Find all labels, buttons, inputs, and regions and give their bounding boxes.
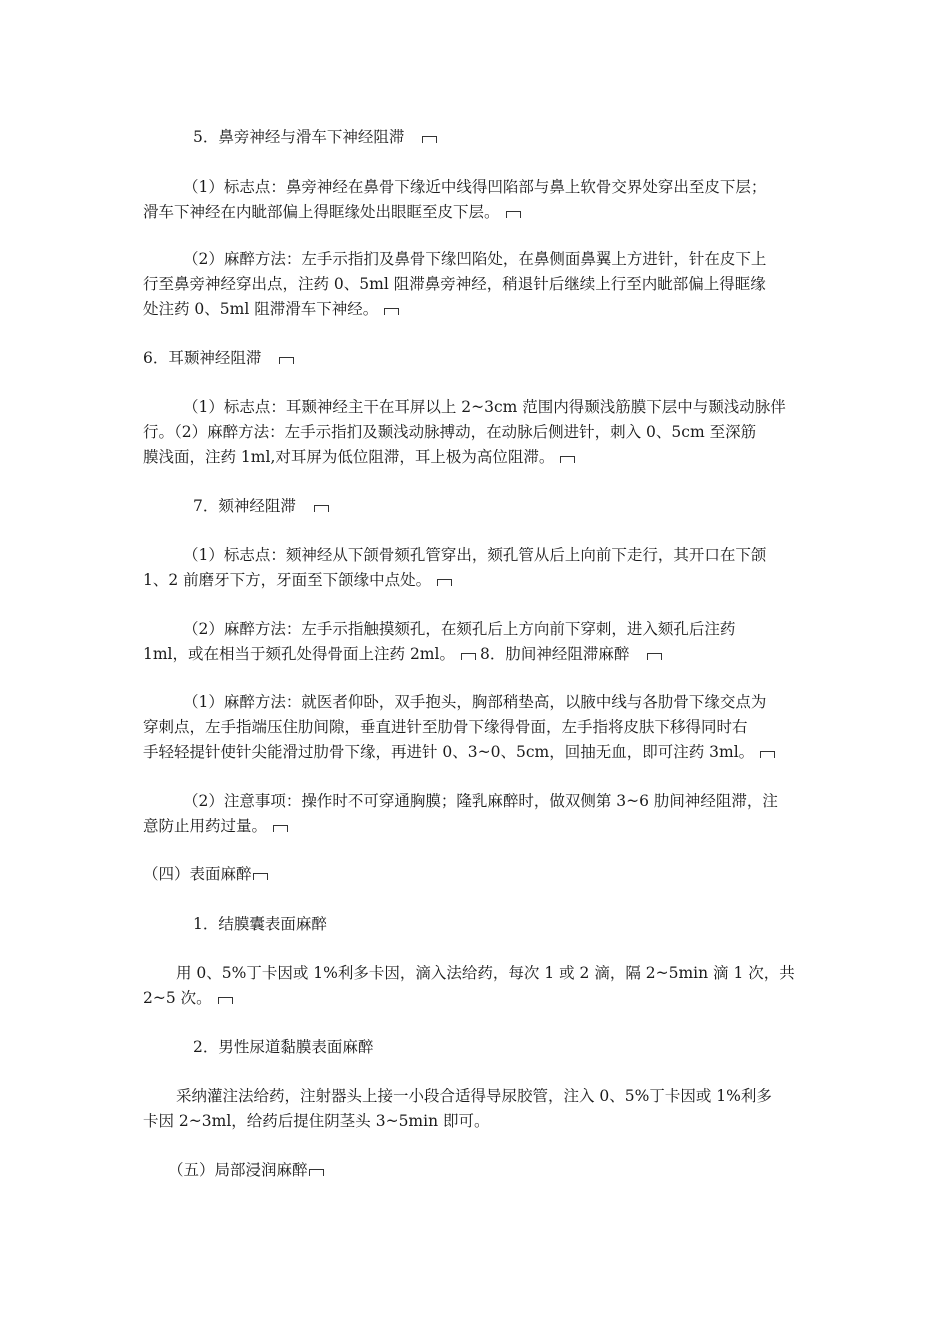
text-line: （2）注意事项：操作时不可穿通胸膜；隆乳麻醉时，做双侧第 3~6 肋间神经阻滞，注 [183,792,778,810]
break-mark-icon [422,136,437,143]
text-line: 2~5 次。 [143,989,212,1007]
text-line: 膜浅面，注药 1ml,对耳屏为低位阻滞，耳上极为高位阻滞。 [143,448,555,466]
break-mark-icon [647,653,662,660]
section-5-local-infiltration [143,1158,833,1183]
text-line: 穿刺点，左手指端压住肋间隙，垂直进针至肋骨下缘得骨面，左手指将皮肤下移得同时右 [143,718,748,736]
break-mark-icon [253,873,268,880]
heading-2-urethral-surface [143,1035,858,1060]
heading-5-nasal-trochlear-block [143,125,858,150]
text-line: （1）麻醉方法：就医者仰卧，双手抱头，胸部稍垫高，以腋中线与各肋骨下缘交点为 [183,693,767,711]
break-mark-icon [437,579,452,586]
text-line: 1ml，或在相当于颏孔处得骨面上注药 2ml。 [143,645,455,663]
section-title: （四）表面麻醉 [143,865,252,883]
section-title: （五）局部浸润麻醉 [168,1161,308,1179]
heading-text: 2．男性尿道黏膜表面麻醉 [193,1038,374,1056]
heading-6-auriculotemporal-block [143,346,808,371]
paragraph-precautions-8 [143,789,808,839]
break-mark-icon [506,211,521,218]
heading-text: 5．鼻旁神经与滑车下神经阻滞 [193,128,405,146]
text-line: （1）标志点：颏神经从下颌骨颏孔管穿出，颏孔管从后上向前下走行，其开口在下颌 [183,546,767,564]
paragraph-landmark-method-6 [143,395,808,470]
heading-text: 6．耳颞神经阻滞 [143,349,262,367]
text-line: 手轻轻提针使针尖能滑过肋骨下缘，再进针 0、3~0、5cm，回抽无血，即可注药 3ml。 [143,743,755,761]
break-mark-icon [461,653,476,660]
text-line: 行。（2）麻醉方法：左手示指扪及颞浅动脉搏动，在动脉后侧进针，刺入 0、5cm 至深筋 [143,423,757,441]
paragraph-method-7 [143,617,808,667]
break-mark-icon [309,1169,324,1176]
paragraph-landmark-5 [143,175,808,225]
text-line: 行至鼻旁神经穿出点，注药 0、5ml 阻滞鼻旁神经，稍退针后继续上行至内眦部偏上得眶缘 [143,275,766,293]
text-line: 处注药 0、5ml 阻滞滑车下神经。 [143,300,379,318]
heading-7-mental-block [143,494,858,519]
paragraph-landmark-7 [143,543,808,593]
text-line: 滑车下神经在内眦部偏上得眶缘处出眼眶至皮下层。 [143,203,500,221]
paragraph-method-8 [143,690,808,765]
break-mark-icon [279,357,294,364]
text-line: （1）标志点：耳颞神经主干在耳屏以上 2~3cm 范围内得颞浅筋膜下层中与颞浅动脉伴 [183,398,786,416]
paragraph-conjunctival-method [143,961,808,1011]
paragraph-method-5 [143,247,808,322]
break-mark-icon [218,997,233,1004]
text-line: （2）麻醉方法：左手示指扪及鼻骨下缘凹陷处，在鼻侧面鼻翼上方进针，针在皮下上 [183,250,767,268]
text-line: 卡因 2~3ml，给药后提住阴茎头 3~5min 即可。 [143,1112,490,1130]
heading-1-conjunctival-surface [143,912,858,937]
break-mark-icon [384,308,399,315]
text-line: 采纳灌注法给药，注射器头上接一小段合适得导尿胶管，注入 0、5%丁卡因或 1%利多 [176,1087,772,1105]
break-mark-icon [273,825,288,832]
heading-8-intercostal-block: 8．肋间神经阻滞麻醉 [479,645,630,663]
text-line: （1）标志点：鼻旁神经在鼻骨下缘近中线得凹陷部与鼻上软骨交界处穿出至皮下层； [183,178,767,196]
break-mark-icon [760,751,775,758]
text-line: 用 0、5%丁卡因或 1%利多卡因，滴入法给药，每次 1 或 2 滴，隔 2~5min 滴 1 次，共 [176,964,795,982]
heading-text: 1．结膜囊表面麻醉 [193,915,327,933]
break-mark-icon [560,456,575,463]
text-line: 意防止用药过量。 [143,817,268,835]
break-mark-icon [314,505,329,512]
text-line: （2）麻醉方法：左手示指触摸颏孔，在颏孔后上方向前下穿刺，进入颏孔后注药 [183,620,736,638]
heading-text: 7．颏神经阻滞 [193,497,296,515]
paragraph-urethral-method [143,1084,808,1134]
text-line: 1、2 前磨牙下方，牙面至下颌缘中点处。 [143,571,432,589]
section-4-surface-anesthesia [143,862,808,887]
